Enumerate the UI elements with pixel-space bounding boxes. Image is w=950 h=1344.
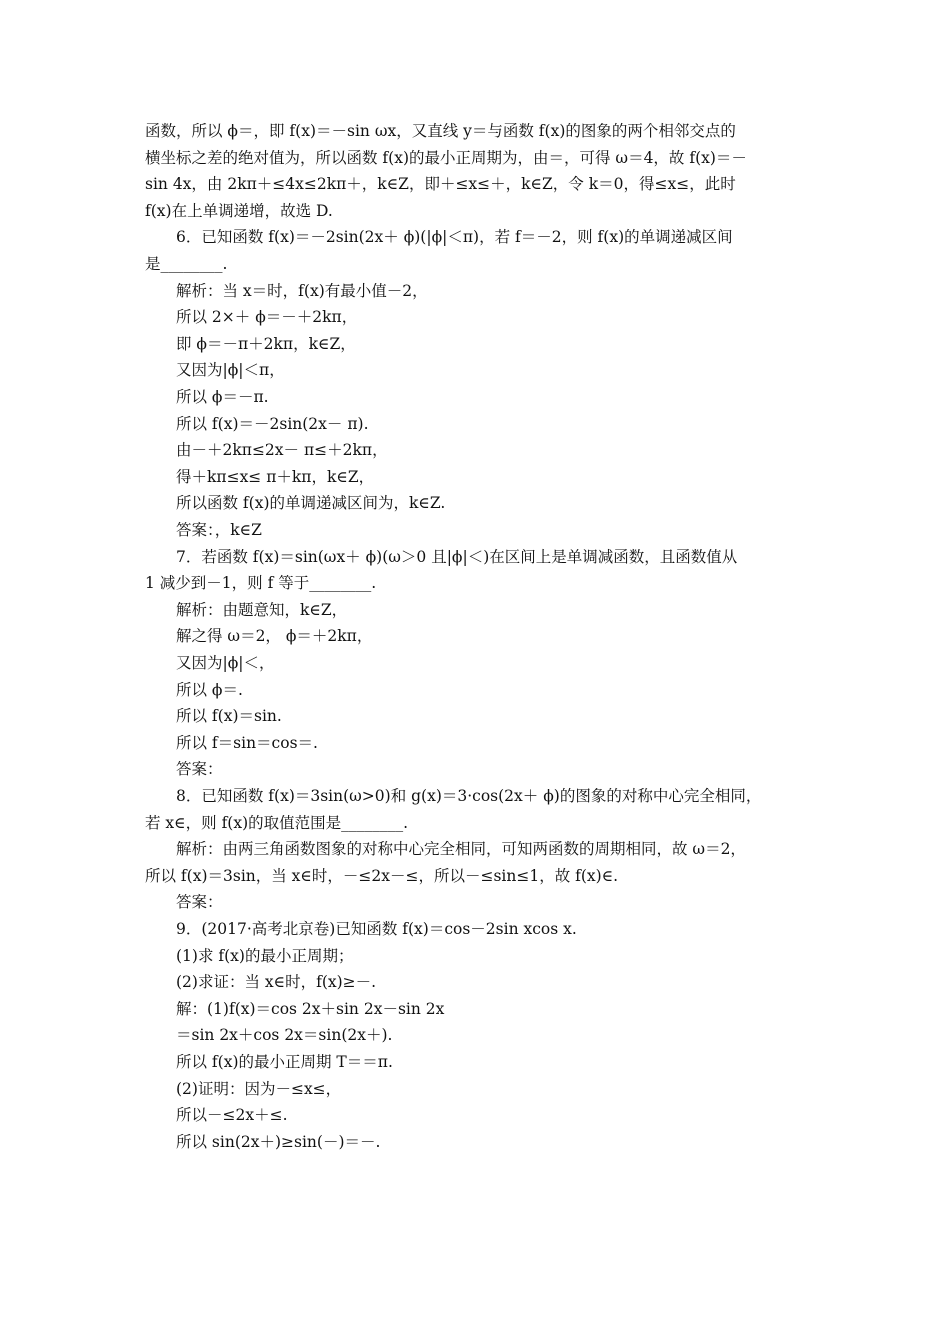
text-line: 所以 2×＋ ϕ＝－＋2kπ， — [176, 308, 358, 327]
text-line: 9．(2017·高考北京卷)已知函数 f(x)＝cos－2sin xcos x. — [176, 920, 577, 938]
text-line: 解析：由题意知，k∈Z， — [176, 600, 348, 619]
text-line: 答案： — [176, 893, 223, 912]
text-line: 7．若函数 f(x)＝sin(ωx＋ ϕ)(ω＞0 且|ϕ|＜)在区间上是单调减函数，且函数值从 — [176, 547, 738, 566]
text-line: 解析：由两三角函数图象的对称中心完全相同，可知两函数的周期相同，故 ω＝2， — [176, 840, 746, 859]
text-line: 函数，所以 ϕ＝，即 f(x)＝－sin ωx，又直线 y＝与函数 f(x)的图象的两个相邻交点的 — [145, 122, 736, 140]
text-line: ＝sin 2x＋cos 2x＝sin(2x＋). — [176, 1026, 393, 1045]
text-line: 所以 ϕ＝－π. — [176, 388, 269, 406]
text-line: 解之得 ω＝2， ϕ＝＋2kπ， — [176, 627, 373, 646]
text-line: 答案：，k∈Z — [176, 521, 262, 539]
text-line: 所以 ϕ＝. — [176, 680, 243, 699]
text-line: 即 ϕ＝－π＋2kπ，k∈Z， — [176, 334, 356, 353]
text-line: 所以 f(x)＝3sin，当 x∈时，－≤2x－≤，所以－≤sin≤1，故 f(x)∈. — [145, 866, 619, 885]
text-line: f(x)在上单调递增，故选 D. — [145, 201, 333, 220]
text-line: 1 减少到－1，则 f 等于________. — [145, 574, 377, 593]
text-line: (2)求证：当 x∈时，f(x)≥－. — [176, 973, 377, 992]
text-line: 所以 f＝sin＝cos＝. — [176, 733, 318, 752]
text-line: (2)证明：因为－≤x≤， — [176, 1079, 342, 1098]
text-line: 解：(1)f(x)＝cos 2x＋sin 2x－sin 2x — [176, 999, 445, 1018]
text-line: 所以 f(x)的最小正周期 T＝＝π. — [176, 1053, 393, 1071]
text-line: 又因为|ϕ|＜， — [176, 654, 275, 672]
text-line: 横坐标之差的绝对值为，所以函数 f(x)的最小正周期为，由＝，可得 ω＝4，故 f(x)＝－ — [145, 148, 747, 167]
text-line: 由－＋2kπ≤2x－ π≤＋2kπ， — [176, 441, 388, 460]
text-line: sin 4x，由 2kπ＋≤4x≤2kπ＋，k∈Z，即＋≤x≤＋，k∈Z，令 k＝0，得≤x≤，此时 — [145, 175, 736, 194]
text-line: 是________. — [145, 255, 228, 273]
text-line: 答案： — [176, 760, 223, 779]
text-line: 解析：当 x＝时，f(x)有最小值－2， — [176, 281, 428, 300]
text-line: 又因为|ϕ|＜π， — [176, 361, 285, 380]
text-line: 得＋kπ≤x≤ π＋kπ，k∈Z， — [176, 467, 375, 486]
text-line: 所以函数 f(x)的单调递减区间为，k∈Z. — [176, 494, 446, 513]
text-line: 6．已知函数 f(x)＝－2sin(2x＋ ϕ)(|ϕ|＜π)，若 f＝－2，则 f(x)的单调递减区间 — [176, 228, 733, 247]
text-line: 所以 f(x)＝sin. — [176, 707, 282, 726]
text-line: 8．已知函数 f(x)＝3sin(ω>0)和 g(x)＝3·cos(2x＋ ϕ)的图象的对称中心完全相同， — [176, 787, 762, 805]
text-line: 若 x∈，则 f(x)的取值范围是________. — [145, 813, 409, 832]
text-line: (1)求 f(x)的最小正周期； — [176, 946, 354, 965]
text-line: 所以－≤2x＋≤. — [176, 1106, 288, 1125]
text-line: 所以 f(x)＝－2sin(2x－ π). — [176, 414, 369, 433]
text-line: 所以 sin(2x＋)≥sin(－)＝－. — [176, 1132, 381, 1151]
